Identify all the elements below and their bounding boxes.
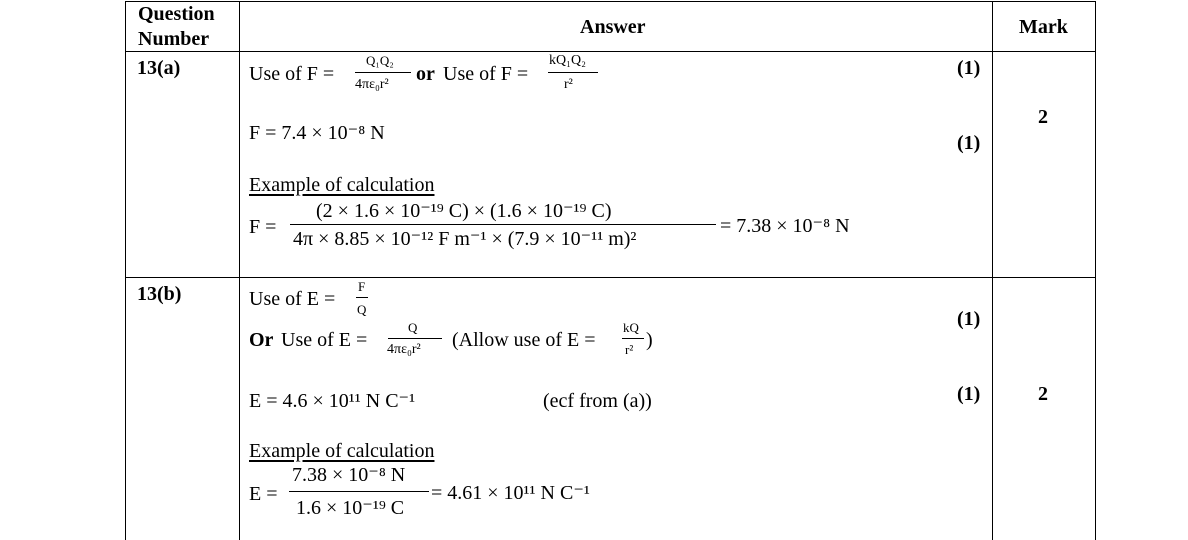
q13a-calc-den: 4π × 8.85 × 10⁻¹² F m⁻¹ × (7.9 × 10⁻¹¹ m)² xyxy=(293,228,637,250)
q13a-total-mark: 2 xyxy=(1038,106,1048,128)
question-number-13a: 13(a) xyxy=(137,57,181,79)
q13b-frac1-num: F xyxy=(358,279,366,294)
q13b-result: E = 4.6 × 10¹¹ N C⁻¹ xyxy=(249,390,416,412)
header-mark: Mark xyxy=(1019,16,1068,38)
q13b-frac3-num: kQ xyxy=(623,320,639,335)
question-number-13b: 13(b) xyxy=(137,283,182,305)
q13b-total-mark: 2 xyxy=(1038,383,1048,405)
q13a-line1-or: or xyxy=(416,63,435,85)
q13b-line2-prefix: Use of E = xyxy=(281,329,368,351)
q13b-ecf-note: (ecf from (a)) xyxy=(543,390,652,412)
q13b-calc-den: 1.6 × 10⁻¹⁹ C xyxy=(296,497,405,519)
q13b-line1-prefix: Use of E = xyxy=(249,288,336,310)
q13b-frac2-den: 4πε₀r² xyxy=(387,342,421,357)
q13b-frac2-num: Q xyxy=(408,320,418,335)
q13a-mark1: (1) xyxy=(957,57,981,79)
q13b-example-heading: Example of calculation xyxy=(249,440,435,462)
q13a-line1-mid: Use of F = xyxy=(443,63,529,85)
q13b-calc-rhs: = 4.61 × 10¹¹ N C⁻¹ xyxy=(431,482,590,504)
q13b-mark2: (1) xyxy=(957,383,981,405)
q13a-calc-rhs: = 7.38 × 10⁻⁸ N xyxy=(720,215,850,237)
q13a-result: F = 7.4 × 10⁻⁸ N xyxy=(249,122,385,144)
q13a-frac2-num: kQ₁Q₂ xyxy=(549,53,586,68)
q13b-frac3-bar xyxy=(622,338,644,339)
header-question-number-line2: Number xyxy=(138,28,210,50)
column-divider-answer xyxy=(239,1,240,540)
q13a-frac2-den: r² xyxy=(564,77,573,92)
q13b-line2-or: Or xyxy=(249,329,274,351)
q13a-frac1-den: 4πε₀r² xyxy=(355,77,389,92)
header-question-number: Question xyxy=(138,3,215,25)
table-top-border xyxy=(125,1,1096,2)
q13b-line2-close: ) xyxy=(646,329,653,351)
table-left-border xyxy=(125,1,126,540)
q13b-mark1: (1) xyxy=(957,308,981,330)
q13b-frac2-bar xyxy=(388,338,442,339)
q13a-frac1-num: Q₁Q₂ xyxy=(366,53,394,68)
q13b-line2-allow: (Allow use of E = xyxy=(452,329,596,351)
q13a-mark2: (1) xyxy=(957,132,981,154)
q13a-frac2-bar xyxy=(548,72,598,73)
q13b-calc-lhs: E = xyxy=(249,483,278,505)
q13b-frac3-den: r² xyxy=(625,342,634,357)
header-bottom-border xyxy=(125,51,1096,52)
q13b-frac1-den: Q xyxy=(357,302,367,317)
q13a-frac1-bar xyxy=(355,72,411,73)
row-divider xyxy=(125,277,1096,278)
q13a-calc-lhs: F = xyxy=(249,216,277,238)
q13a-example-heading: Example of calculation xyxy=(249,174,435,196)
header-answer: Answer xyxy=(580,16,646,38)
q13b-frac1-bar xyxy=(356,297,368,298)
q13b-calc-num: 7.38 × 10⁻⁸ N xyxy=(292,464,406,486)
q13b-calc-bar xyxy=(289,491,429,492)
table-right-border xyxy=(1095,1,1096,540)
q13a-calc-num: (2 × 1.6 × 10⁻¹⁹ C) × (1.6 × 10⁻¹⁹ C) xyxy=(316,200,612,222)
q13a-line1-prefix: Use of F = xyxy=(249,63,335,85)
column-divider-mark xyxy=(992,1,993,540)
q13a-calc-bar xyxy=(290,224,716,225)
